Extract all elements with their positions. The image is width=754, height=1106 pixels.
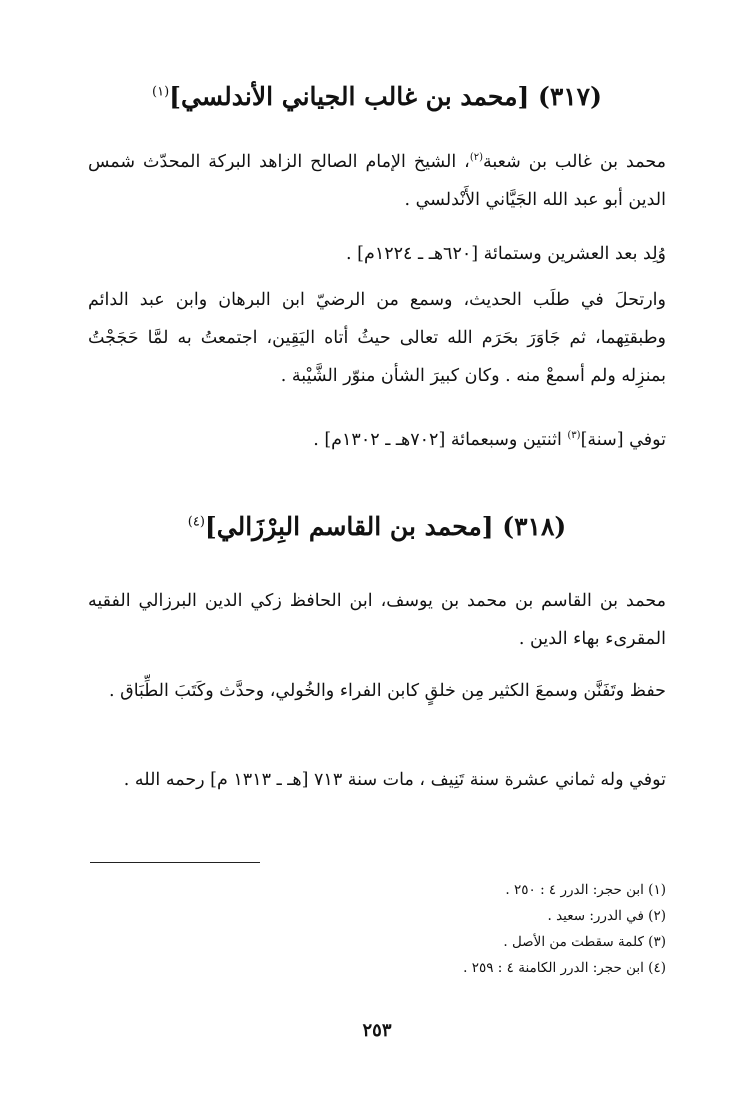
footnotes bbox=[90, 877, 666, 981]
entry-318-title-footnote-ref: (٤) bbox=[187, 514, 205, 530]
entry-317-paragraph-3 bbox=[88, 281, 666, 395]
footnote-2: (٢) في الدرر: سعيد . bbox=[547, 908, 666, 924]
footnote-4: (٤) ابن حجر: الدرر الكامنة ٤ : ٢٥٩ . bbox=[463, 960, 666, 976]
entry-317-paragraph-4 bbox=[88, 417, 666, 459]
footnote-3: (٣) كلمة سقطت من الأصل . bbox=[503, 934, 666, 950]
page-number: ٢٥٣ bbox=[362, 1020, 392, 1041]
entry-317-paragraph-1 bbox=[88, 139, 666, 219]
paragraph-text: محمد بن غالب بن شعبة bbox=[483, 151, 666, 172]
entry-318-title bbox=[90, 512, 664, 541]
footnote-1: (١) ابن حجر: الدرر ٤ : ٢٥٠ . bbox=[505, 882, 666, 898]
footnote-divider bbox=[90, 862, 260, 863]
entry-318-paragraph-2 bbox=[88, 672, 666, 710]
footnote-ref-2: (٢) bbox=[469, 152, 484, 163]
entry-318-paragraph-3 bbox=[88, 761, 666, 799]
entry-318-paragraph-1 bbox=[88, 582, 666, 658]
paragraph-text: ، الشيخ الإمام الصالح الزاهد البركة المحدّث شمس الدين أبو عبد الله الجَيَّاني الأَنْدلسي . bbox=[88, 151, 666, 210]
paragraph-text: توفي وله ثماني عشرة سنة تَنِيف ، مات سنة ٧١٣ [هـ ـ ١٣١٣ م] رحمه الله . bbox=[123, 770, 666, 790]
paragraph-text: وارتحلَ في طلَب الحديث، وسمع من الرضيّ ابن البرهان وابن عبد الدائم وطبقتِهما، ثم جَاوَرَ بحَرَم الله تعالى حيثُ أتاه اليَقِين، اجتمعتُ به لمَّا حَجَجْتُ بمنزِله ولم أسمعْ منه . وكان كبيرَ الشأن منوّر الشَّيْبة . bbox=[88, 290, 666, 386]
entry-317-title-footnote-ref: (١) bbox=[152, 84, 170, 100]
entry-317-paragraph-2 bbox=[88, 235, 666, 273]
paragraph-text: وُلِد بعد العشرين وستمائة [٦٢٠هـ ـ ١٢٢٤م] . bbox=[346, 244, 666, 264]
entry-317-title-text: (٣١٧) [محمد بن غالب الجياني الأندلسي] bbox=[169, 82, 602, 111]
paragraph-text: اثنتين وسبعمائة [٧٠٢هـ ـ ١٣٠٢م] . bbox=[313, 429, 568, 450]
paragraph-text: حفظ وتَفَنَّن وسمعَ الكثير مِن خلقٍ كابن الفراء والخُولي، وحدَّث وكَتَبَ الطِّبَاق . bbox=[108, 681, 666, 701]
paragraph-text: توفي [سنة] bbox=[580, 429, 666, 450]
paragraph-text: محمد بن القاسم بن محمد بن يوسف، ابن الحافظ زكي الدين البرزالي الفقيه المقرىء بهاء الدين . bbox=[88, 591, 666, 649]
entry-318-title-text: (٣١٨) [محمد بن القاسم البِرْزَالي] bbox=[204, 512, 567, 541]
entry-317-title bbox=[90, 82, 664, 111]
footnote-ref-3: (٣) bbox=[567, 430, 581, 441]
